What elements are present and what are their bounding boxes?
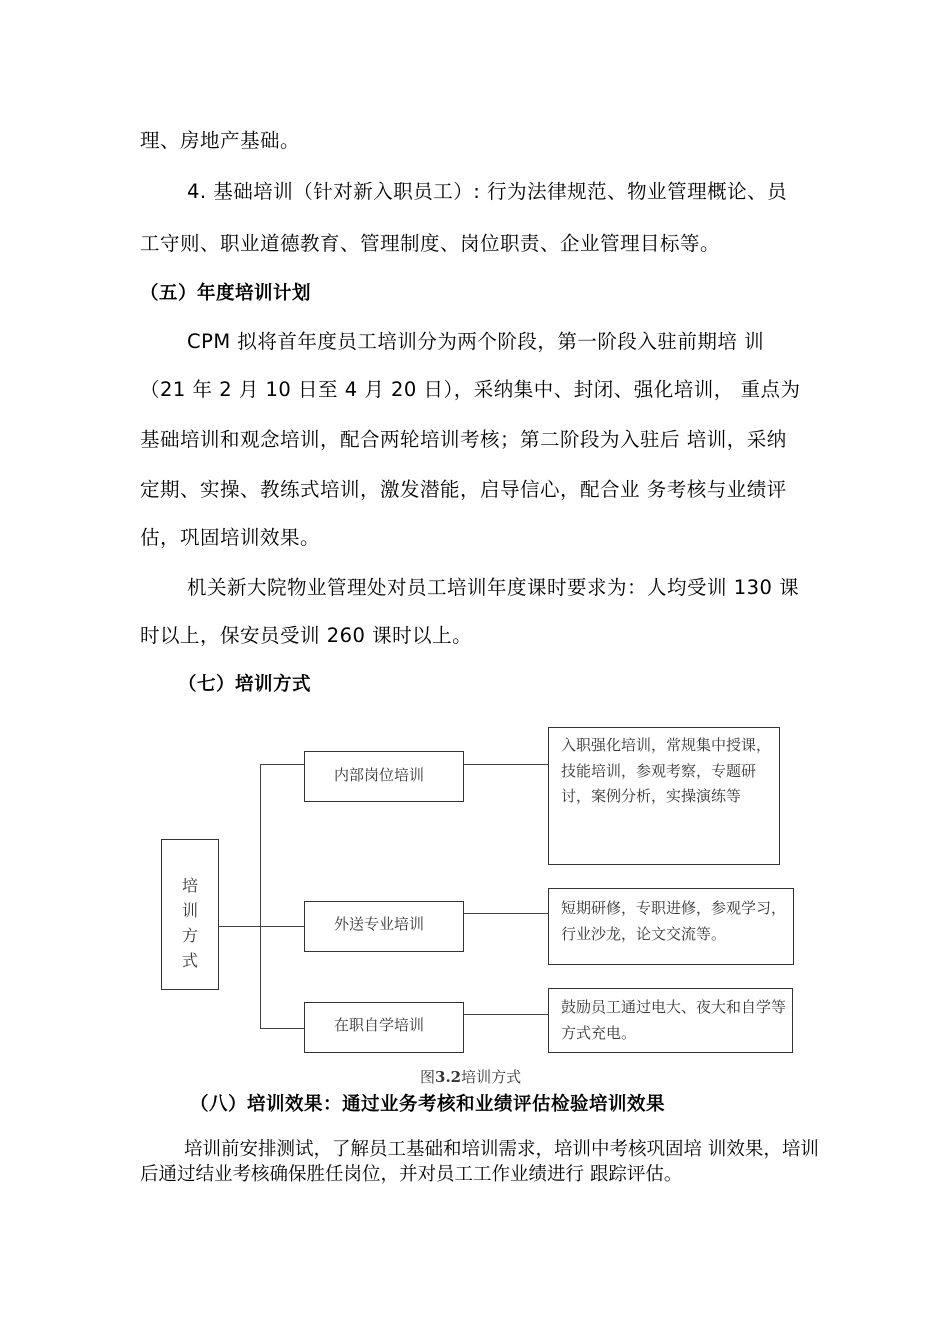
- paragraph-line: 定期、实操、教练式培训，激发潜能，启导信心，配合业 务考核与业绩评: [140, 478, 787, 501]
- figure-caption: [420, 1066, 521, 1087]
- connector-line: [464, 1014, 549, 1015]
- branch-desc: 入职强化培训，常规集中授课，技能培训，参观考察，专题研讨，案例分析，实操演练等: [561, 736, 772, 805]
- diagram-root-label: [182, 873, 198, 973]
- connector-line: [464, 913, 549, 914]
- connector-line: [464, 764, 549, 765]
- paragraph-line: CPM 拟将首年度员工培训分为两个阶段，第一阶段入驻前期培 训: [187, 330, 765, 353]
- connector-line: [219, 926, 261, 927]
- connector-line: [260, 1028, 304, 1029]
- caption-number: 3.2: [435, 1068, 462, 1086]
- paragraph-line: （21 年 2 月 10 日至 4 月 20 日），采纳集中、封闭、强化培训， 重点为: [140, 378, 801, 401]
- branch-desc: 鼓励员工通过电大、夜大和自学等方式充电。: [561, 998, 787, 1042]
- paragraph-line: 4. 基础培训（针对新入职员工）: 行为法律规范、物业管理概论、员: [187, 180, 788, 203]
- branch-label: 在职自学培训: [334, 1016, 425, 1034]
- root-char: 式: [182, 951, 199, 970]
- connector-line: [260, 926, 304, 927]
- branch-desc: 短期研修，专职进修，参观学习，行业沙龙，论文交流等。: [561, 899, 787, 943]
- branch-label: 内部岗位培训: [334, 766, 425, 784]
- paragraph-line: 工守则、职业道德教育、管理制度、岗位职责、企业管理目标等。: [140, 232, 721, 255]
- paragraph-line: 时以上，保安员受训 260 课时以上。: [140, 624, 473, 647]
- root-char: 训: [182, 901, 199, 920]
- paragraph-line: 机关新大院物业管理处对员工培训年度课时要求为：人均受训 130 课: [187, 576, 800, 599]
- section-heading: （五）年度培训计划: [140, 283, 312, 304]
- paragraph: 培训前安排测试，了解员工基础和培训需求，培训中考核巩固培 训效果，培训后通过结业考核确保胜任岗位，并对员工工作业绩进行 跟踪评估。: [140, 1139, 819, 1185]
- paragraph-line: 估，巩固培训效果。: [140, 526, 321, 549]
- section-heading: （八）培训效果：通过业务考核和业绩评估检验培训效果: [190, 1094, 666, 1115]
- branch-label: 外送专业培训: [334, 915, 425, 933]
- section-heading: （七）培训方式: [178, 674, 312, 695]
- connector-line: [260, 764, 261, 1029]
- root-char: 方: [182, 926, 199, 945]
- connector-line: [260, 764, 304, 765]
- paragraph-line: 基础培训和观念培训，配合两轮培训考核；第二阶段为入驻后 培训，采纳: [140, 428, 787, 451]
- root-char: 培: [182, 876, 199, 895]
- caption-text: 培训方式: [461, 1068, 522, 1086]
- caption-prefix: 图: [420, 1068, 436, 1086]
- paragraph-line: 理、房地产基础。: [140, 129, 301, 152]
